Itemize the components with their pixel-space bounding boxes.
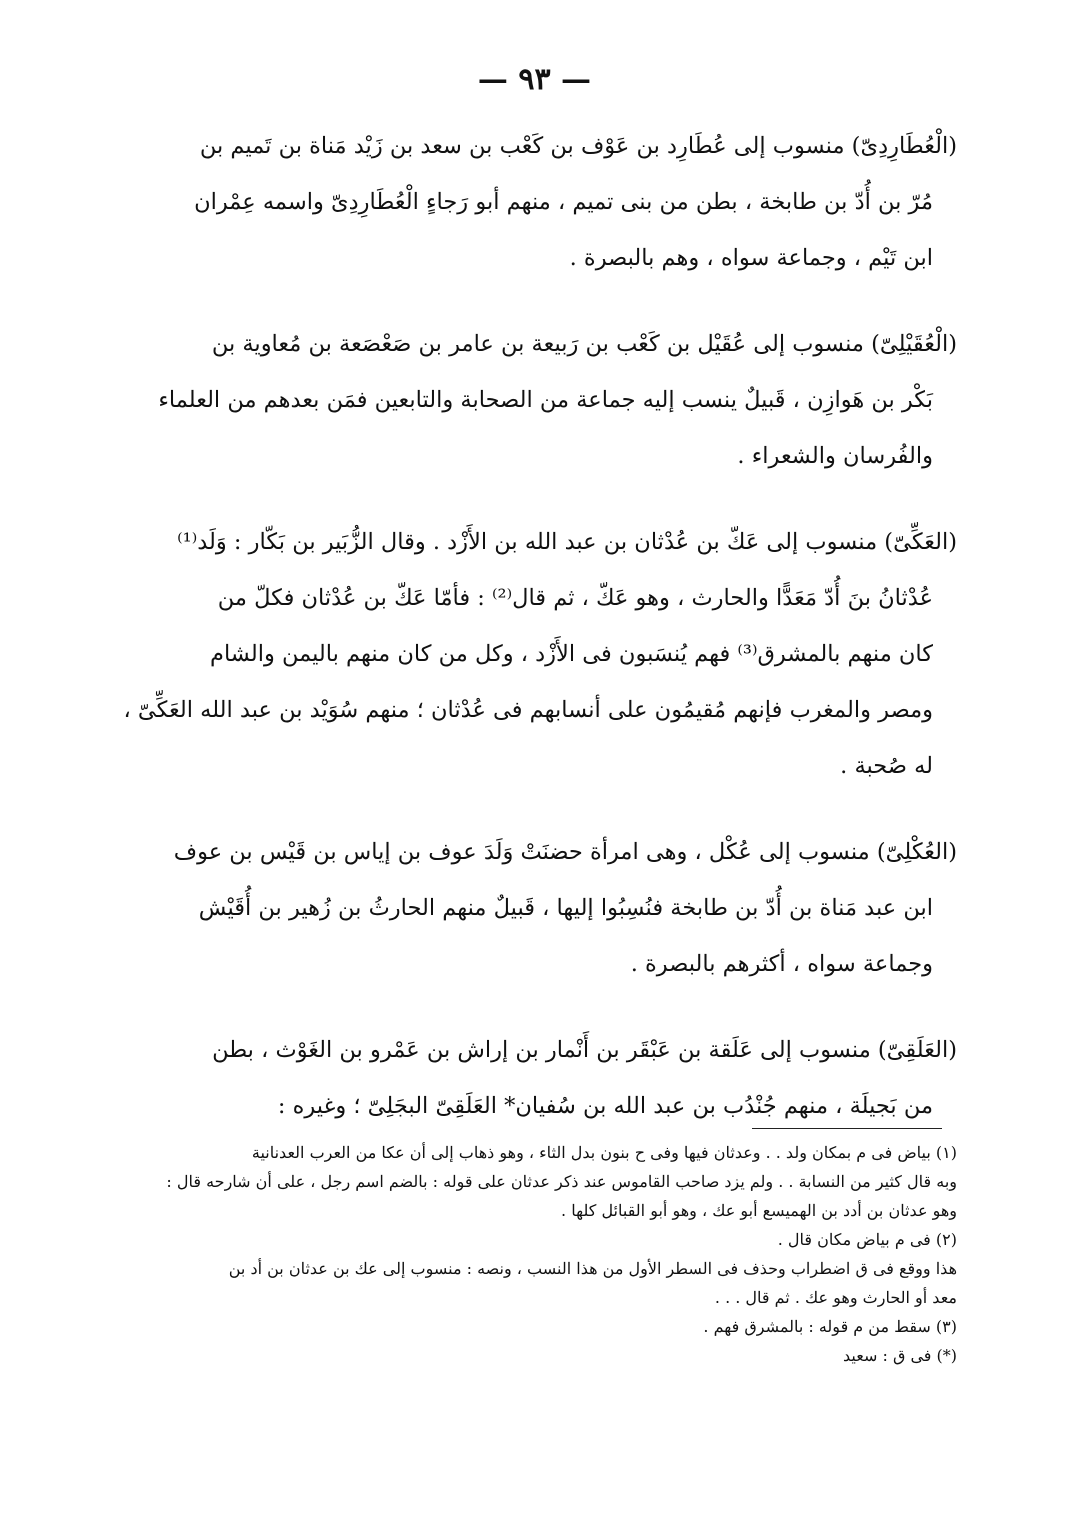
- entry-line: (الْعُقَيْلِىّ) منسوب إلى عُقَيْل بن كَعْب بن رَبيعة بن عامر بن صَعْصَعة بن مُعاوية بن: [211, 331, 957, 357]
- entry-line: مُرّ بن أُدّ بن طابخة ، بطن من بنى تميم ، منهم أبو رَجاءٍ الْعُطَارِدِىّ واسمه عِمْران: [194, 189, 933, 215]
- footnote-line: (٣) سقط من م قوله : بالمشرق فهم .: [703, 1317, 957, 1336]
- entry-line: من بَجيلَة ، منهم جُنْدُب بن عبد الله بن سُفيان* العَلَقِىّ البجَلِىّ ؛ وغيره :: [277, 1093, 933, 1119]
- entry-line: ابن عبد مَناة بن أُدّ بن طابخة فنُسِبُوا إليها ، قَبيلٌ منهم الحارثُ بن زُهير بن أُقَيْش: [198, 895, 933, 921]
- entry-line: (الْعُطَارِدِىّ) منسوب إلى عُطَارِد بن عَوْف بن كَعْب بن سعد بن زَيْد مَناة بن تَميم بن: [199, 133, 957, 159]
- footnote-line: (١) بياض فى م بمكان ولد . . وعدثان فيها وفى ح بنون بدل الثاء ، وهو ذهاب إلى أن عكا من العرب العدنانية: [251, 1143, 957, 1162]
- footnote-line: (٢) فى م بياض مكان قال .: [777, 1230, 957, 1249]
- entry-line: ومصر والمغرب فإنهم مُقيمُون على أنسابهم فى عُدْثان ؛ منهم سُوَيْد بن عبد الله العَكِّىّ ،: [123, 697, 933, 723]
- entry-line: كان منهم بالمشرق⁽³⁾ فهم يُنسَبون فى الأَزْد ، وكل من كان منهم باليمن والشام: [210, 641, 933, 667]
- entry-line: عُدْثانُ بنَ أُدّ مَعَدًّا والحارث ، وهو عَكّ ، ثم قال⁽²⁾ : فأمّا عَكّ بن عُدْثان فكلّ من: [217, 585, 933, 611]
- entry-line: ابن تَيْم ، وجماعة سواه ، وهم بالبصرة .: [569, 245, 933, 271]
- footnote-separator: [752, 1128, 942, 1129]
- footnote-line: وبه قال كثير من النسابة . . ولم يزد صاحب القاموس عند ذكر عدثان على قوله : بالضم اسم رجل ، على أن شارحه قال :: [166, 1172, 957, 1191]
- entry-line: بَكْر بن هَوازِن ، قَبيلٌ ينسب إليه جماعة من الصحابة والتابعين فمَن بعدهم من العلماء: [158, 387, 933, 413]
- entry-ukli: [107, 824, 957, 992]
- footnote-line: معد أو الحارث وهو عك . ثم قال . . .: [714, 1288, 957, 1307]
- entry-utaridi: [107, 118, 957, 286]
- entry-alaqi: [107, 1022, 957, 1134]
- entry-akki: [107, 514, 957, 794]
- entry-line: (العَكِّىّ) منسوب إلى عَكّ بن عُدْثان بن عبد الله بن الأَزْد . وقال الزُّبَير بن بَكّار : وَلَد⁽¹⁾: [177, 529, 957, 555]
- footnotes: [97, 1138, 957, 1370]
- footnote-line: وهو عدثان بن أدد بن الهميسع أبو عك ، وهو أبو القبائل كلها .: [561, 1201, 957, 1220]
- entry-line: (العَلَقِىّ) منسوب إلى عَلَقة بن عَبْقَر بن أَنْمار بن إراش بن عَمْرو بن الغَوْث ، بطن: [212, 1037, 957, 1063]
- entry-line: له صُحبة .: [840, 753, 933, 779]
- entry-uqayli: [107, 316, 957, 484]
- entry-line: (العُكْلِىّ) منسوب إلى عُكْل ، وهى امرأة حضنَتْ وَلَدَ عوف بن إياس بن قَيْس بن عوف: [173, 839, 957, 865]
- entry-line: والفُرسان والشعراء .: [737, 443, 933, 469]
- footnote-line: هذا ووقع فى ق اضطراب وحذف فى السطر الأول من هذا النسب ، ونصه : منسوب إلى عك بن عدثان بن أد بن: [228, 1259, 957, 1278]
- footnote-line: (*) فى ق : سعيد: [843, 1346, 957, 1365]
- page-number: — ٩٣ —: [477, 62, 592, 97]
- entry-line: وجماعة سواه ، أكثرهم بالبصرة .: [630, 951, 933, 977]
- entries-body: [107, 118, 957, 1164]
